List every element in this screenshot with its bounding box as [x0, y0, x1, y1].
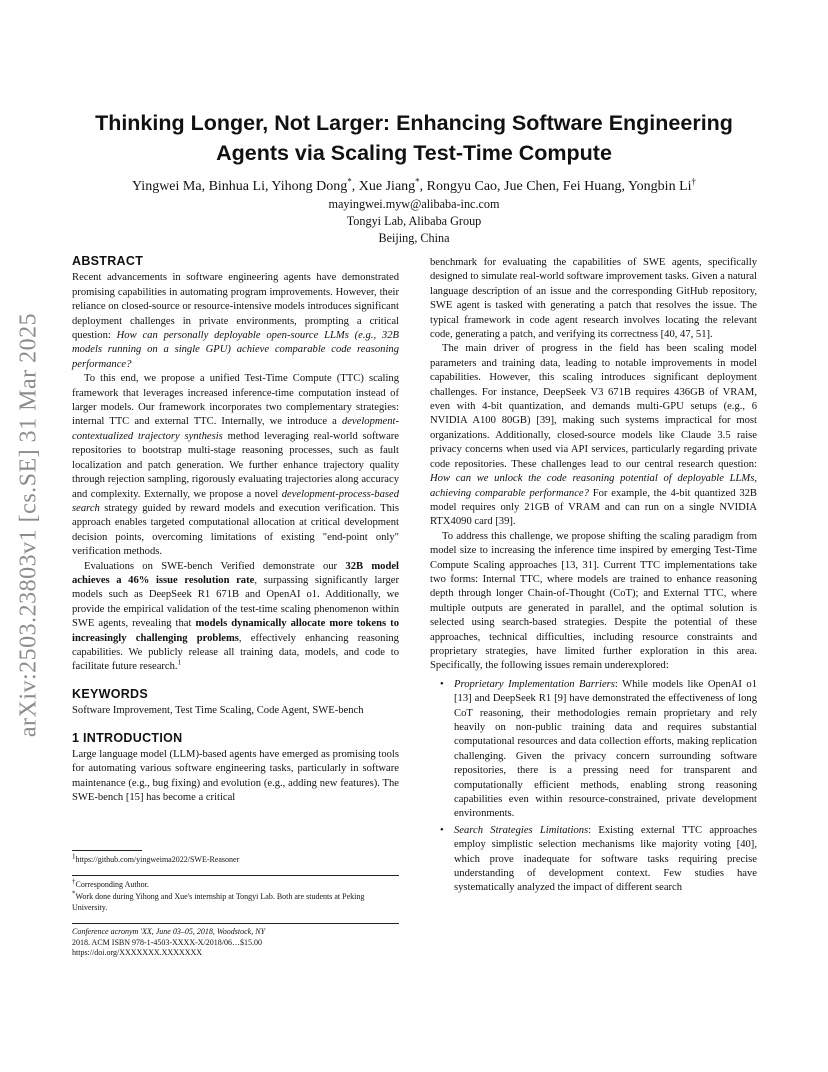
footnote-divider — [72, 875, 399, 876]
right-column — [430, 256, 757, 898]
footnote-internship: *Work done during Yihong and Xue's internship at Tongyi Lab. Both are students at Peking University. — [72, 889, 365, 912]
abstract-paragraph-2: To this end, we propose a unified Test-Time Compute (TTC) scaling framework that leverages increased inference-time computation instead of larger models. Our framework incorporates two complementary strategies: internal TTC and external TTC. Internally, we introduce a development-contextualized trajectory synthesis method leveraging real-world software repositories to bootstrap multi-stage reasoning processes, such as fault localization and patch generation. We further enhance trajectory quality through rejection sampling, rigorously evaluating trajectories along accuracy and complexity. Externally, we propose a novel development-process-based search strategy guided by reward models and execution verification. This approach enables targeted computational allocation at critical development decision points, overcoming limitations of existing "end-point only" verification methods. — [72, 373, 400, 558]
footnote-divider — [72, 850, 142, 851]
right-paragraph-3: To address this challenge, we propose shifting the scaling paradigm from model size to increasing the inference time inspired by emerging Test-Time Compute Scaling approaches [13, 31]. Current TTC implementations take two forms: Internal TTC, where models are trained to enhance reasoning depth through longer Chain-of-Thought (CoT); and External TTC, where multiple outputs are generated in parallel, and the optimal solution is selected using search-based strategies. Despite the potential of these approaches, technical difficulties, including resource constraints and proprietary strategies, have limited further exploration in this area. Specifically, the following issues remain underexplored: — [430, 530, 757, 672]
introduction-paragraph-1: Large language model (LLM)-based agents have emerged as promising tools for automating various software engineering tasks, particularly in software maintenance (e.g., bug fixing) and evolution (e.g., adding new features). The SWE-bench [15] has become a critical — [72, 749, 399, 804]
issue-list — [430, 678, 757, 896]
conference-divider — [72, 923, 399, 924]
equal-contrib-mark: * — [347, 176, 352, 187]
conference-info: Conference acronym 'XX, June 03–05, 2018, Woodstock, NY 2018. ACM ISBN 978-1-4503-XXXX-X/2018/06…$15.00 https://doi.org/XXXXXXX.XXXXXXX — [72, 927, 266, 957]
paper-title — [72, 108, 756, 168]
title-line-1: Thinking Longer, Not Larger: Enhancing Software Engineering — [95, 111, 733, 135]
right-paragraph-1: benchmark for evaluating the capabilities of SWE agents, specifically designed to simulate real-world software improvement tasks. Given a natural language description of an issue and the corresponding GitHub repository, SWE agent is tasked with generating a patch that resolves the issue. The typical framework in code agent research involves locating the relevant code, generating a patch, and verifying its correctness [40, 47, 51]. — [430, 257, 757, 341]
author-list: Yingwei Ma, Binhua Li, Yihong Dong*, Xue Jiang*, Rongyu Cao, Jue Chen, Fei Huang, Yongbin Li† — [131, 176, 697, 194]
corresponding-mark: † — [691, 176, 697, 187]
equal-contrib-mark: * — [415, 176, 420, 187]
title-line-2: Agents via Scaling Test-Time Compute — [216, 141, 612, 165]
footnote-1: $^1$https://github.com/yingweima2022/SWE-Reasoner — [72, 852, 240, 864]
left-column — [72, 254, 399, 806]
list-item: • Proprietary Implementation Barriers: While models like OpenAI o1 [13] and DeepSeek R1 [9] have demonstrated the effectiveness of long CoT reasoning, their methodologies remain proprietary and rely heavily on non-public training data and requires substantial computational resources and data collection efforts, making replication challenging. Given the privacy concern surrounding software repositories, there is a pressing need for transparent and computationally efficient methods, enabling strong reasoning capabilities even within resource-constrained, private development environments. — [454, 678, 757, 822]
keywords-heading: KEYWORDS — [72, 686, 149, 701]
abstract-paragraph-1: Recent advancements in software engineering agents have demonstrated promising capabilities in automating program improvements. However, their reliance on closed-source or resource-intensive models introduces significant deployment challenges in private environments, prompting a critical question: How can personally deployable open-source LLMs (e.g., 32B models running on a single GPU) achieve comparable code reasoning performance? — [72, 272, 399, 370]
keywords-text: Software Improvement, Test Time Scaling, Code Agent, SWE-bench — [72, 705, 364, 717]
right-paragraph-2: The main driver of progress in the field has been scaling model parameters and training data, leading to notable improvements in model capabilities. However, this scaling introduces significant deployment challenges. For instance, DeepSeek V3 671B requires 436GB of VRAM, even with 4-bit quantization, and demands multi-GPU setups (e.g., 6 NVIDIA A100 80GB) [39], making such systems impractical for most organizations. Additionally, closed-source models like Claude 3.5 raise privacy concerns when used via API services, particularly regarding private code repositories. These challenges lead to our central research question: How can we unlock the code reasoning potential of deployable LLMs, achieving comparable performance? For example, the 4-bit quantized 32B model requires only 21GB of VRAM and can run on a single NVIDIA RTX4090 card [39]. — [430, 343, 757, 528]
abstract-heading: ABSTRACT — [72, 254, 144, 268]
arxiv-stamp: arXiv:2503.23803v1 [cs.SE] 31 Mar 2025 — [15, 312, 42, 738]
location: Beijing, China — [378, 231, 450, 245]
footnote-corresponding: †Corresponding Author. — [72, 877, 149, 889]
footnote-ref: 1 — [177, 658, 182, 667]
list-item: • Search Strategies Limitations: Existing external TTC approaches employ simplistic selection mechanisms like majority voting [40], which prove inadequate for software tasks requiring precise understanding of development context. Few studies have systematically analyzed the impact of different search — [454, 824, 757, 896]
author-email: mayingwei.myw@alibaba-inc.com — [328, 197, 500, 211]
abstract-paragraph-3: Evaluations on SWE-bench Verified demonstrate our 32B model achieves a 46% issue resolution rate, surpassing significantly larger models such as DeepSeek R1 671B and OpenAI o1. Additionally, we provide the empirical validation of the test-time scaling phenomenon within SWE agents, revealing that models dynamically allocate more tokens to increasingly challenging problems, effectively enhancing reasoning capabilities. We publicly release all training data, models, and code to facilitate future research.$^1$ — [72, 560, 400, 673]
affiliation: Tongyi Lab, Alibaba Group — [346, 214, 482, 228]
introduction-heading: 1 INTRODUCTION — [72, 730, 183, 745]
